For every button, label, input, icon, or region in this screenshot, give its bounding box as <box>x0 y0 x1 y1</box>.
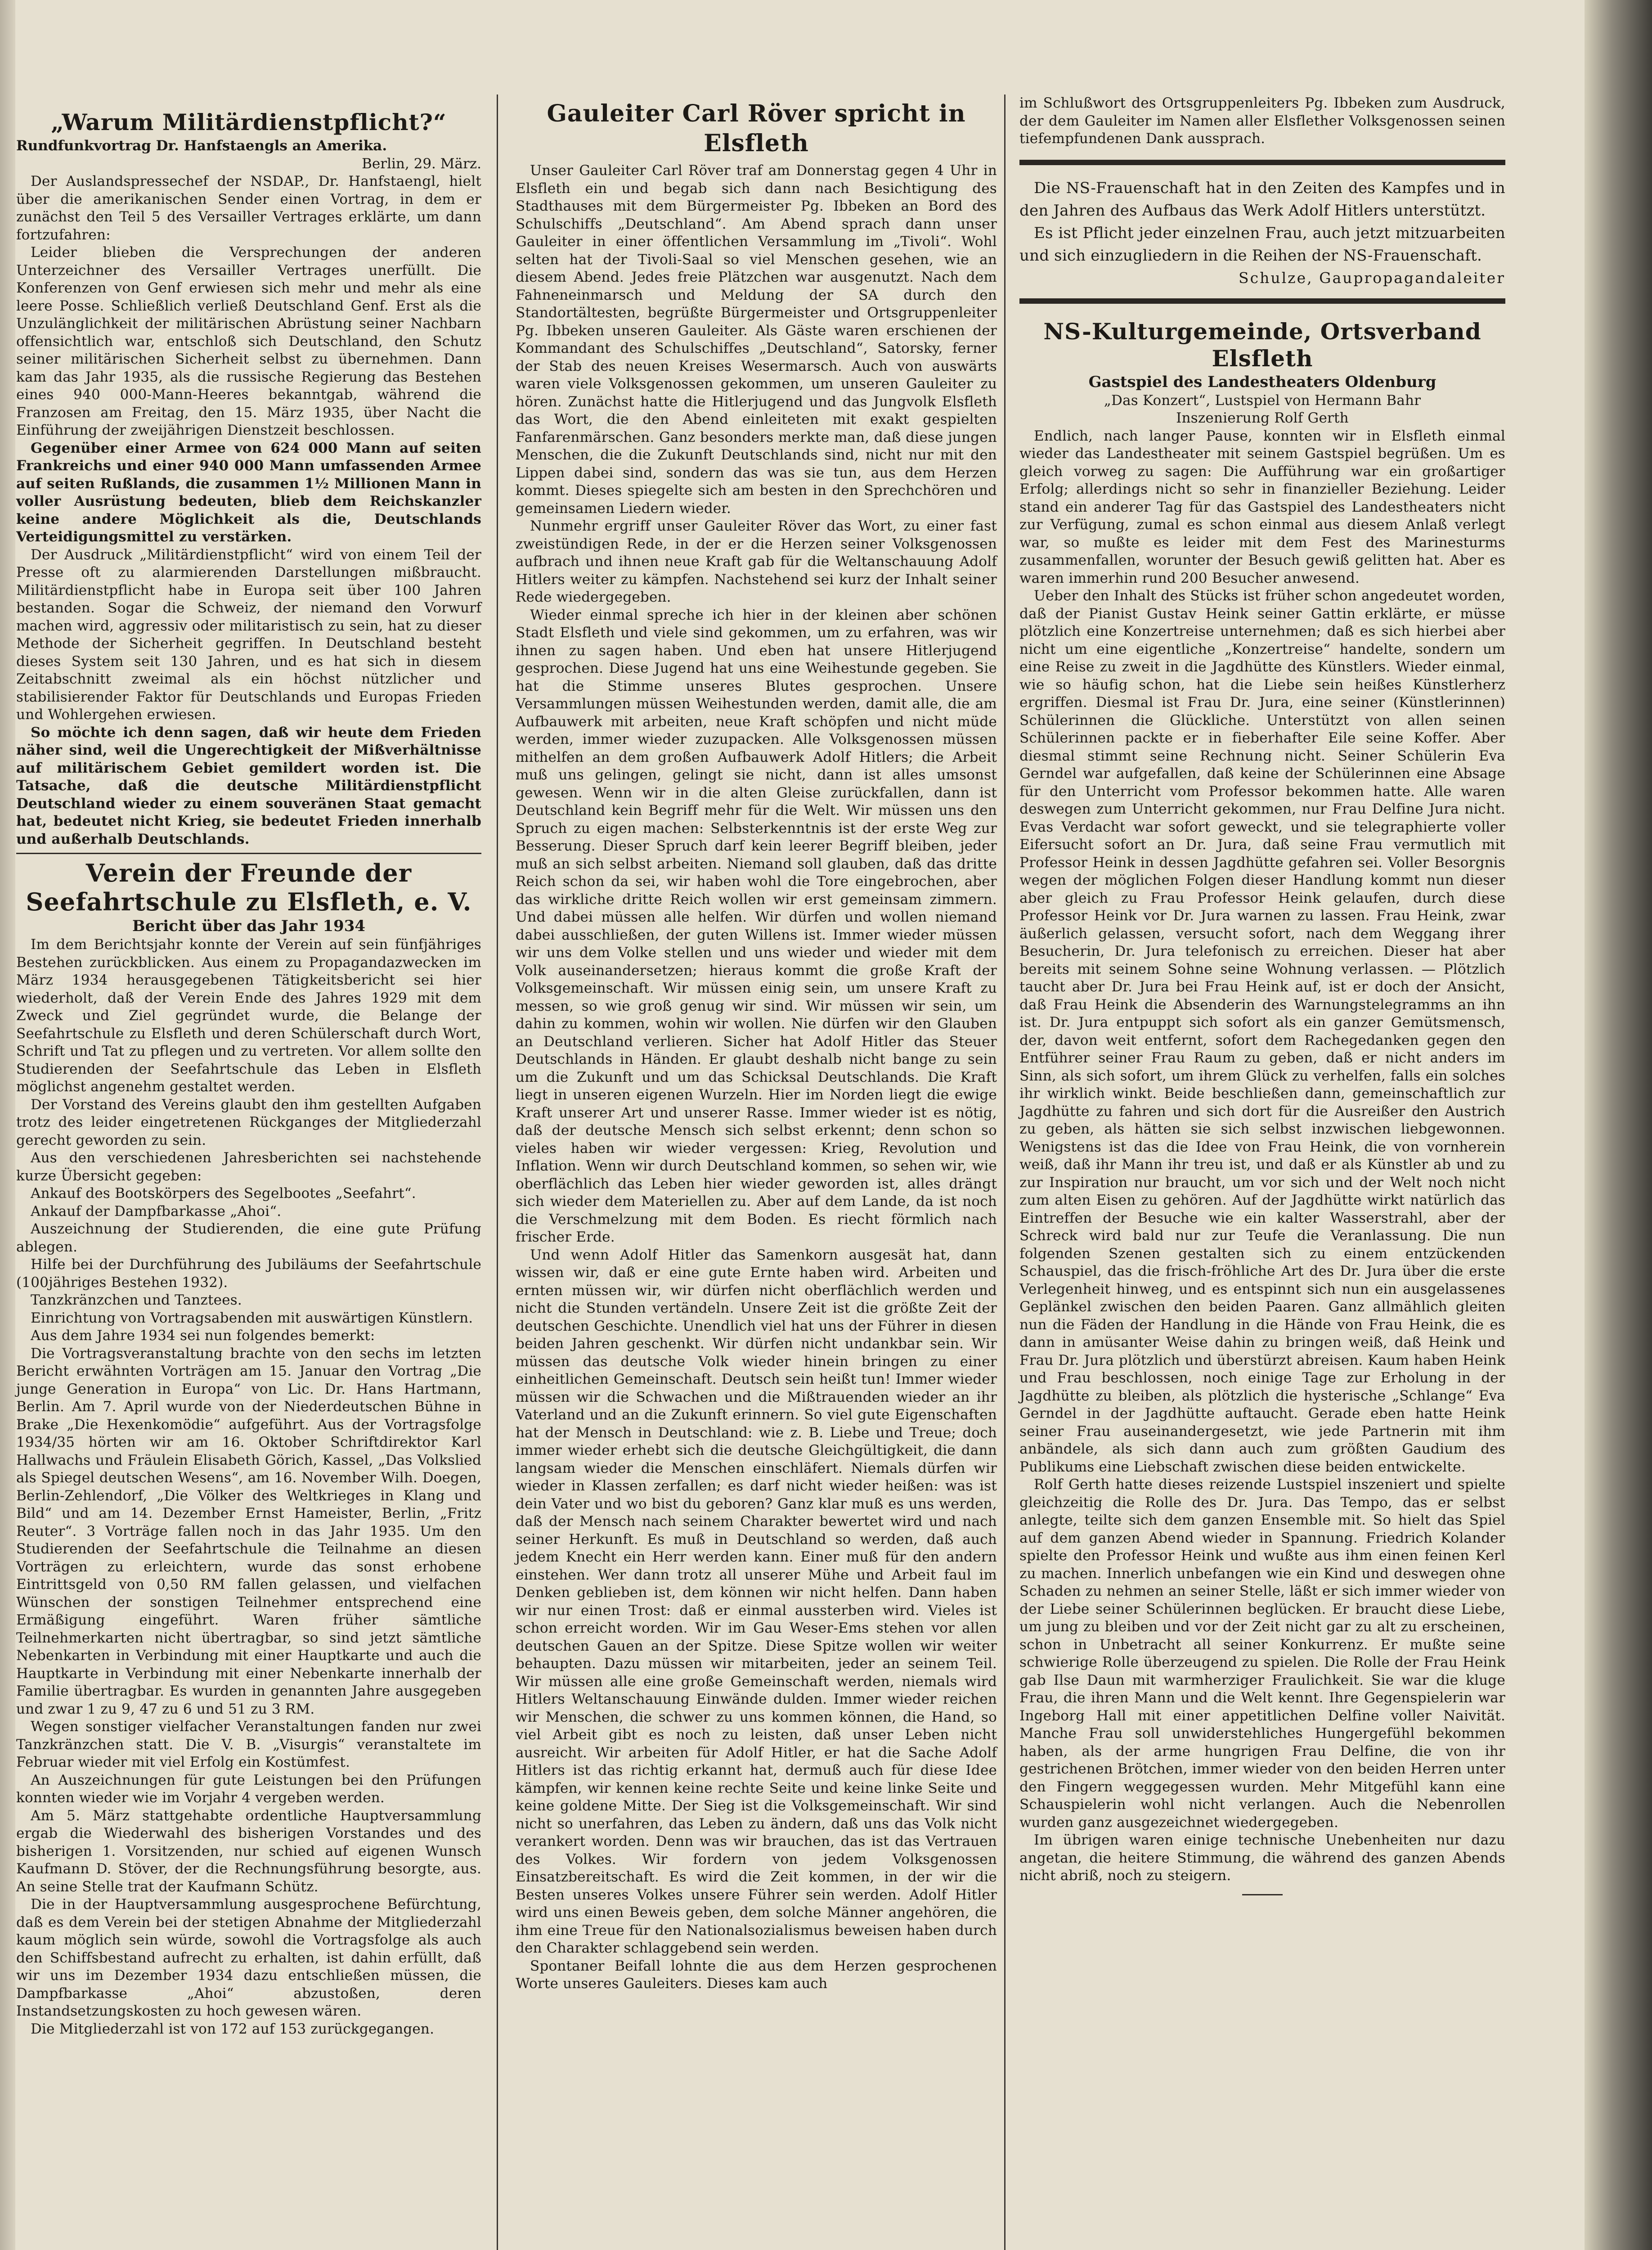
column-divider <box>1004 94 1006 2250</box>
paragraph: Im übrigen waren einige technische Unebenheiten nur dazu angetan, die heitere Stimmung, die während des ganzen Abends nicht abriß, noch zu steigern. <box>1019 1832 1505 1884</box>
page-binding-edge <box>0 0 15 2250</box>
paragraph: Die NS-Frauenschaft hat in den Zeiten des Kampfes und in den Jahren des Aufbaus das Werk Adolf Hitlers unterstützt. <box>1019 179 1505 220</box>
article-title: Verein der Freunde der Seefahrtschule zu Elsfleth, e. V. <box>26 859 472 916</box>
frauenschaft-notice <box>1019 171 1505 289</box>
signature: Schulze, Gaupropagandaleiter <box>1239 269 1505 287</box>
paragraph: Endlich, nach langer Pause, konnten wir in Elsfleth einmal wieder das Landestheater mit seinem Gastspiel begrüßen. Um es gleich vorweg zu sagen: Die Aufführung war ein großartiger Erfolg; allerdings nicht so sehr in finanzieller Beziehung. Leider stand ein anderer Tag für das Gastspiel des Landestheaters nicht zur Verfügung, zumal es schon einmal aus diesem Anlaß verlegt war, so mußte es leider mit dem Fest des Marinesturms zusammenfallen, worunter der Besuch gewiß gelitten hat. Aber es waren immerhin rund 200 Besucher anwesend. <box>1019 428 1505 586</box>
paragraph: Aus den verschiedenen Jahresberichten sei nachstehende kurze Übersicht gegeben: <box>16 1150 481 1184</box>
article-separator <box>16 853 481 854</box>
paragraph: Spontaner Beifall lohnte die aus dem Herzen gesprochenen Worte unseres Gauleiters. Dieses kam auch <box>516 1958 997 1992</box>
list-item: Tanzkränzchen und Tanztees. <box>31 1292 242 1308</box>
list-item: Einrichtung von Vortragsabenden mit auswärtigen Künstlern. <box>31 1310 473 1326</box>
paragraph: Gegenüber einer Armee von 624 000 Mann auf seiten Frankreichs und einer 940 000 Mann umfassenden Armee auf seiten Rußlands, die zusammen 1½ Millionen Mann in voller Ausrüstung bedeuten, blieb dem Reichskanzler keine andere Möglichkeit als die, Deutschlands Verteidigungsmittel zu verstärken. <box>16 440 481 545</box>
column-left <box>16 94 481 2038</box>
page-fold-shadow <box>1585 0 1652 2250</box>
column-divider <box>497 94 498 2250</box>
play-title-line: „Das Konzert“, Lustspiel von Hermann Bahr <box>1104 392 1421 409</box>
article-verein-seefahrtschule <box>16 859 481 2038</box>
paragraph: Rolf Gerth hatte dieses reizende Lustspiel inszeniert und spielte gleichzeitig die Rolle des Dr. Jura. Das Tempo, das er selbst anlegte, teilte sich dem ganzen Ensemble mit. So hielt das Spiel auf dem ganzen Abend wieder in Spannung. Friedrich Kolander spielte den Professor Heink und wußte aus ihm einen feinen Kerl zu machen. Innerlich unbefangen wie ein Kind und deswegen ohne Schaden zu nehmen an seiner Stelle, läßt er sich immer wieder von der Liebe seiner Schülerinnen beglücken. Er braucht diese Liebe, um jung zu bleiben und vor der Zeit nicht gar zu alt zu erscheinen, schon in Unbetracht all seiner Konkurrenz. Er mußte seine schwierige Rolle überzeugend zu spielen. Die Rolle der Frau Heink gab Ilse Daun mit warmherziger Fraulichkeit. Sie war die kluge Frau, die ihren Mann und die Welt kennt. Ihre Gegenspielerin war Ingeborg Hall mit einer appetitlichen Delfine voller Naivität. Manche Frau soll unwiderstehliches Hungergefühl bekommen haben, als der arme hungrigen Frau Delfine, die von ihr gestrichenen Brötchen, immer wieder von den beiden Herren unter den Fingern weggegessen wurden. Mehr Mitgefühl kann eine Schauspielerin wohl nicht verlangen. Auch die Nebenrollen wurden ganz ausgezeichnet wiedergegeben. <box>1019 1476 1505 1831</box>
article-militaerdienstpflicht <box>16 108 481 848</box>
director-line: Inszenierung Rolf Gerth <box>1176 410 1349 426</box>
paragraph: Unser Gauleiter Carl Röver traf am Donnerstag gegen 4 Uhr in Elsfleth ein und begab sich dann nach Besichtigung des Stadthauses mit dem Bürgermeister Pg. Ibbeken an Bord des Schulschiffs „Deutschland“. Am Abend sprach dann unser Gauleiter in einer öffentlichen Versammlung im „Tivoli“. Wohl selten hat der Tivoli-Saal so viel Menschen gesehen, wie an diesem Abend. Jedes freie Plätzchen war ausgenutzt. Nach dem Fahneneinmarsch und Meldung der SA durch den Standortältesten, begrüßte Bürgermeister und Ortsgruppenleiter Pg. Ibbeken unseren Gauleiter. Als Gäste waren erschienen der Kommandant des Schulschiffes „Deutschland“, Satorsky, ferner der Stab des neuen Kreises Wesermarsch. Auch von auswärts waren viele Volksgenossen gekommen, um unseren Gauleiter zu hören. Zunächst hatte die Hitlerjugend und das Jungvolk Elsfleth das Wort, die den Abend einleiteten mit exakt gespielten Fanfarenmärschen. Ganz besonders merkte man, daß diese jungen Menschen, die die Zukunft Deutschlands sind, nicht nur mit den Lippen dabei sind, sondern das was sie tun, aus dem Herzen kommt. Dieses spiegelte sich am besten in den Sprechchören und gemeinsamen Liedern wieder. <box>516 162 997 517</box>
dateline: Berlin, 29. März. <box>362 156 481 172</box>
paragraph: Im dem Berichtsjahr konnte der Verein auf sein fünfjähriges Bestehen zurückblicken. Aus einem zu Propagandazwecken im März 1934 herausgegebenen Tätigkeitsbericht sei hier wiederholt, daß der Verein Ende des Jahres 1929 mit dem Zweck und Ziel gegründet wurde, die Belange der Seefahrtschule zu Elsfleth und deren Schülerschaft durch Wort, Schrift und Tat zu pflegen und zu vertreten. Vor allem sollte den Studierenden der Seefahrtschule das Leben in Elsfleth möglichst angenehm gestaltet werden. <box>16 936 481 1095</box>
paragraph: Wegen sonstiger vielfacher Veranstaltungen fanden nur zwei Tanzkränzchen statt. Die V. B. „Visurgis“ veranstaltete im Februar wieder mit viel Erfolg ein Kostümfest. <box>16 1719 481 1770</box>
list-item: Auszeichnung der Studierenden, die eine gute Prüfung ablegen. <box>16 1221 481 1255</box>
paragraph: Leider blieben die Versprechungen der anderen Unterzeichner des Versailler Vertrages unerfüllt. Die Konferenzen von Genf erwiesen sich mehr und mehr als eine leere Posse. Schließlich verließ Deutschland Genf. Erst als die Unzulänglichkeit der militärischen Abrüstung seiner Nachbarn offensichtlich war, entschloß sich Deutschland, den Schutz seiner militärischen Sicherheit selbst zu übernehmen. Dann kam das Jahr 1935, als die russische Regierung das Bestehen eines 940 000-Mann-Heeres bekanntgab, während die Franzosen am Freitag, den 15. März 1935, über Nacht die Einführung der zweijährigen Dienstzeit beschlossen. <box>16 244 481 438</box>
paragraph: Wieder einmal spreche ich hier in der kleinen aber schönen Stadt Elsfleth und viele sind gekommen, um zu erfahren, was wir ihnen zu sagen haben. Und eben hat unsere Hitlerjugend gesprochen. Diese Jugend hat uns eine Weihestunde gegeben. Sie hat die Stimme unseres Blutes gesprochen. Unsere Versammlungen müssen Weihestunden werden, damit alle, die am Aufbauwerk mit arbeiten, neue Kraft schöpfen und nicht müde werden, immer wieder zuzupacken. Alle Volksgenossen müssen mithelfen an dem großen Aufbauwerk Adolf Hitlers; die Arbeit muß uns gelingen, gelingt sie nicht, dann ist alles umsonst gewesen. Wenn wir in die alten Gleise zurückfallen, dann ist Deutschland kein Begriff mehr für die Welt. Wir müssen uns den Spruch zu eigen machen: Selbsterkenntnis ist der erste Weg zur Besserung. Dieser Spruch darf kein leerer Begriff bleiben, jeder muß an sich selbst arbeiten. Niemand soll glauben, daß das dritte Reich schon da sei, wir haben wohl die Tore eingebrochen, aber das wirkliche dritte Reich wollen wir erst gemeinsam zimmern. Und dabei müssen alle helfen. Wir dürfen und wollen niemand dabei ausschließen, der guten Willens ist. Immer wieder müssen wir uns dem Volke stellen und uns wieder und wieder mit dem Volk auseinandersetzen; hieraus kommt die große Kraft der Volksgemeinschaft. Wir müssen einig sein, um unsere Kraft zu messen, so wie groß genug wir sind. Wir müssen wir sein, um dahin zu kommen, wohin wir wollen. Nie dürfen wir den Glauben an Deutschland verlieren. Sicher hat Adolf Hitler das Steuer Deutschlands in Händen. Er glaubt deshalb nicht bange zu sein um die Zukunft und um das Schicksal Deutschlands. Die Kraft liegt in unseren eigenen Wurzeln. Hier im Norden liegt die ewige Kraft unserer Art und unserer Rasse. Immer wieder ist es nötig, daß der deutsche Mensch sich selbst erkennt; denn schon so vieles haben wir wieder vergessen: Krieg, Revolution und Inflation. Wenn wir durch Deutschland kommen, so sehen wir, wie oberflächlich das Leben hier wieder geworden ist, alles drängt sich wieder dem Materiellen zu. Aber auf dem Lande, da ist noch die Verschmelzung mit dem Boden. Es riecht förmlich nach frischer Erde. <box>516 607 997 1245</box>
article-kulturgemeinde <box>1019 309 1505 1895</box>
paragraph: An Auszeichnungen für gute Leistungen bei den Prüfungen konnten wieder wie im Vorjahr 4 vergeben werden. <box>16 1772 481 1806</box>
article-subtitle: Rundfunkvortrag Dr. Hanfstaengls an Amerika. <box>16 138 387 154</box>
article-subtitle: Bericht über das Jahr 1934 <box>132 917 366 935</box>
paragraph: Und wenn Adolf Hitler das Samenkorn ausgesät hat, dann wissen wir, daß er eine gute Ernte haben wird. Arbeiten und ernten müssen wir, wir dürfen nicht oberflächlich werden und nicht die Stunden vertändeln. Unsere Zeit ist die größte Zeit der deutschen Geschichte. Unendlich viel hat uns der Führer in diesen beiden Jahren geschenkt. Wir dürfen nicht undankbar sein. Wir müssen das deutsche Volk wieder hinein bringen zu einer einheitlichen Gemeinschaft. Deutsch sein heißt tun! Immer wieder müssen wir die Schwachen und die Mißtrauenden wieder an ihr Vaterland und an die Zukunft erinnern. So viel gute Eigenschaften hat der Mensch in Deutschland: wie z. B. Liebe und Treue; doch immer wieder erhebt sich die deutsche Gleichgültigkeit, die dann langsam wieder die Menschen einschläfert. Niemals dürfen wir wieder in Klassen zerfallen; es darf nicht wieder heißen: was ist dein Vater und wo bist du geboren? Ganz klar muß es uns werden, daß der Mensch nach seinem Charakter bewertet wird und nach seiner Herkunft. Es muß in Deutschland so werden, daß auch jedem Knecht ein Herr werden kann. Einer muß für den andern einstehen. Wer dann trotz all unserer Mühe und Arbeit faul im Denken geblieben ist, dem können wir nicht helfen. Dann haben wir nur einen Trost: daß er einmal aussterben wird. Vieles ist schon erreicht worden. Wir im Gau Weser-Ems stehen vor allen deutschen Gauen an der Spitze. Diese Spitze wollen wir weiter behaupten. Dazu müssen wir mitarbeiten, jeder an seinem Teil. Wir müssen alle eine große Gemeinschaft werden, niemals wird Hitlers Weltanschauung Einwände dulden. Immer wieder reichen wir Menschen, die schwer zu uns kommen können, die Hand, so viel Arbeit gibt es noch zu leisten, daß unser Leben nicht ausreicht. Wir arbeiten für Adolf Hitler, er hat die Sache Adolf Hitlers ist das richtig erkannt hat, dermuß auch für diese Idee kämpfen, wir kennen keine rechte Seite und keine linke Seite und keine goldene Mitte. Der Sieg ist die Volksgemeinschaft. Wir sind nicht so unerfahren, das Leben zu ändern, daß uns das Volk nicht verankert worden. Denn was wir brauchen, das ist das Vertrauen des Volkes. Wir fordern von jedem Volksgenossen Einsatzbereitschaft. Es wird die Zeit kommen, in der wir die Besten unseres Volkes unsere Führer sein werden. Adolf Hitler wird uns einen Beweis geben, dem solche Männer angehören, die ihm eine Treue für den Nationalsozialismus beweisen haben durch den Charakter schlaggebend sein werden. <box>516 1246 997 1956</box>
paragraph: Die Vortragsveranstaltung brachte von den sechs im letzten Bericht erwähnten Vorträgen am 15. Januar den Vortrag „Die junge Generation in Europa“ von Lic. Dr. Hans Hartmann, Berlin. Am 7. April wurde von der Niederdeutschen Bühne in Brake „Die Hexenkomödie“ aufgeführt. Aus der Vortragsfolge 1934/35 hörten wir am 16. Oktober Schriftdirektor Karl Hallwachs und Fräulein Elisabeth Görich, Kassel, „Das Volkslied als Spiegel deutschen Wesens“, am 16. November Wilh. Doegen, Berlin-Zehlendorf, „Die Völker des Weltkrieges in Klang und Bild“ und am 14. Dezember Ernst Hameister, Berlin, „Fritz Reuter“. 3 Vorträge fallen noch in das Jahr 1935. Um den Studierenden der Seefahrtschule die Teilnahme an diesen Vorträgen zu erleichtern, wurde das sonst erhobene Eintrittsgeld von 0,50 RM fallen gelassen, und vielfachen Wünschen der sonstigen Teilnehmer entsprechend eine Ermäßigung eingeführt. Waren früher sämtliche Teilnehmerkarten nicht übertragbar, so sind jetzt sämtliche Nebenkarten in Verbindung mit einer Hauptkarte und auch die Hauptkarte in Verbindung mit einer Nebenkarte innerhalb der Familie übertragbar. Es wurden in genannten Jahre ausgegeben und zwar 1 zu 9, 47 zu 6 und 51 zu 3 RM. <box>16 1345 481 1717</box>
column-middle <box>516 94 997 1993</box>
newspaper-page <box>16 94 1564 2250</box>
section-rule <box>1019 298 1505 304</box>
paragraph: Der Auslandspressechef der NSDAP., Dr. Hanfstaengl, hielt über die amerikanischen Sender einen Vortrag, in dem er zunächst den Teil 5 des Versailler Vertrages erklärte, um dann fortzufahren: <box>16 173 481 243</box>
paragraph: Nunmehr ergriff unser Gauleiter Röver das Wort, zu einer fast zweistündigen Rede, in der er die Herzen seiner Volksgenossen aufbrach und ihnen neue Kraft gab für die Weltanschauung Adolf Hitlers weiter zu kämpfen. Nachstehend sei kurz der Inhalt seiner Rede wiedergegeben. <box>516 518 997 605</box>
article-title: „Warum Militärdienstpflicht?“ <box>51 109 447 135</box>
end-mark <box>1242 1894 1283 1895</box>
paragraph: Der Ausdruck „Militärdienstpflicht“ wird von einem Teil der Presse oft zu alarmierenden Darstellungen mißbraucht. Militärdienstpflicht habe in Europa seit über 100 Jahren bestanden. Sogar die Schweiz, der niemand den Vorwurf machen wird, aggressiv oder militaristisch zu sein, hat zu dieser Methode der Sicherheit gegriffen. In Deutschland besteht dieses System seit 130 Jahren, und es hat sich in diesem Zeitabschnitt zweimal als ein höchst nützlicher und stabilisierender Faktor für Deutschlands und Europas Frieden und Wohlergehen erwiesen. <box>16 546 481 723</box>
article-subtitle: Gastspiel des Landestheaters Oldenburg <box>1088 373 1437 391</box>
paragraph: Der Vorstand des Vereins glaubt den ihm gestellten Aufgaben trotz des leider eingetretenen Rückganges der Mitgliederzahl gerecht geworden zu sein. <box>16 1096 481 1148</box>
paragraph: Ueber den Inhalt des Stücks ist früher schon angedeutet worden, daß der Pianist Gustav Heink seiner Gattin erklärte, er müsse plötzlich eine Konzertreise unternehmen; daß es sich hierbei aber nicht um eine eigentliche „Konzertreise“ handelte, sondern um eine Reise zu zweit in die Jagdhütte des Künstlers. Wieder einmal, wie so häufig schon, hat die Liebe sein heißes Künstlerherz ergriffen. Diesmal ist Frau Dr. Jura, eine seiner (Künstlerinnen) Schülerinnen die Glückliche. Unterstützt von allen seinen Schülerinnen packte er in fieberhafter Eile seine Koffer. Aber diesmal stimmt seine Rechnung nicht. Seiner Schülerin Eva Gerndel war aufgefallen, daß keine der Schülerinnen eine Absage für den Unterricht vom Professor bekommen hatte. Alle waren deswegen zum Unterricht gekommen, nur Frau Delfine Jura nicht. Evas Verdacht war sofort geweckt, und sie telegraphierte voller Eifersucht sofort an Dr. Jura, daß seine Frau vermutlich mit Professor Heink in dessen Jagdhütte gefahren sei. Voller Besorgnis wegen der möglichen Folgen dieser Handlung kommt nun dieser aber gleich zu Frau Professor Heink gelaufen, durch diese Professor Heink vor Dr. Jura warnen zu lassen. Frau Heink, zwar äußerlich gelassen, versucht sofort, nach dem Weggang ihrer Besucherin, Dr. Jura telefonisch zu erreichen. Dieser hat aber bereits mit seinem Sohne seine Wohnung verlassen. — Plötzlich taucht aber Dr. Jura bei Frau Heink auf, ist er doch der Ansicht, daß Frau Heink die Absenderin des Warnungstelegramms an ihn ist. Dr. Jura entpuppt sich sofort als ein ganzer Gemütsmensch, der, davon weit entfernt, sofort dem Rachegedanken gegen den Entführer seiner Frau Raum zu geben, daß er nicht anders im Sinn, als sich sofort, um ihrem Glück zu verhelfen, falls ein solches ihr wirklich winkt. Beide beschließen dann, gemeinschaftlich zur Jagdhütte zu fahren und sich dort für die Ausreißer den Austrich zu geben, als hätten sie sich selbst inzwischen liebgewonnen. Wenigstens ist das die Idee von Frau Heink, die von vornherein weiß, daß ihr Mann ihr treu ist, und daß er als Künstler ab und zu zur Inspiration nur braucht, um vor sich und der Welt noch nicht zum alten Eisen zu gehören. Auf der Jagdhütte wirkt natürlich das Eintreffen der Besuche wie ein kalter Wasserstrahl, aber der Schreck wird bald nur zur Teufe die Veranlassung. Die nun folgenden Szenen gestalten sich zu einem entzückenden Schauspiel, das die frisch-fröhliche Art des Dr. Jura über die erste Verlegenheit hinweg, und es entspinnt sich nun ein ausgelassenes Geplänkel zwischen den beiden Paaren. Ganz allmählich gleiten nun die Fäden der Handlung in die Hände von Frau Heink, die es dann in amüsanter Weise dahin zu bringen weiß, daß Heink und Frau Dr. Jura plötzlich und überstürzt abreisen. Kaum haben Heink und Frau beschlossen, noch einige Tage zur Erholung in der Jagdhütte zu bleiben, als plötzlich die hysterische „Schlange“ Eva Gerndel in der Jagdhütte auftaucht. Gerade eben hatte Heink seiner Frau auseinandergesetzt, wie jede Partnerin mit ihm anbändele, als sich dann auch zum größten Gaudium des Publikums eine Liebschaft zwischen diese beiden entwickelte. <box>1019 588 1505 1475</box>
article-title: Gauleiter Carl Röver spricht in Elsfleth <box>547 100 966 157</box>
paragraph: Am 5. März stattgehabte ordentliche Hauptversammlung ergab die Wiederwahl des bisherigen Vorstandes und des bisherigen 1. Vorsitzenden, nur schied auf eigenen Wunsch Kaufmann D. Stöver, der die Rechnungsführung besorgte, aus. An seine Stelle trat der Kaufmann Schütz. <box>16 1807 481 1895</box>
paragraph: So möchte ich denn sagen, daß wir heute dem Frieden näher sind, weil die Ungerechtigkeit der Mißverhältnisse auf militärischem Gebiet gemildert worden ist. Die Tatsache, daß die deutsche Militärdienstpflicht Deutschland wieder zu einem souveränen Staat gemacht hat, bedeutet nicht Krieg, sie bedeutet Frieden innerhalb und außerhalb Deutschlands. <box>16 724 481 847</box>
section-rule <box>1019 160 1505 165</box>
paragraph: Es ist Pflicht jeder einzelnen Frau, auch jetzt mitzuarbeiten und sich einzugliedern in die Reihen der NS-Frauenschaft. <box>1019 224 1505 265</box>
paragraph: im Schlußwort des Ortsgruppenleiters Pg. Ibbeken zum Ausdruck, der dem Gauleiter im Namen aller Elsflether Volksgenossen seinen tiefempfundenen Dank aussprach. <box>1019 95 1505 147</box>
paragraph: Die Mitgliederzahl ist von 172 auf 153 zurückgegangen. <box>31 2020 435 2037</box>
list-item: Hilfe bei der Durchführung des Jubiläums der Seefahrtschule (100jähriges Bestehen 1932). <box>16 1256 481 1291</box>
paragraph: Aus dem Jahre 1934 sei nun folgendes bemerkt: <box>31 1328 375 1344</box>
column-right <box>1019 94 1505 1904</box>
article-title: NS-Kulturgemeinde, Ortsverband Elsfleth <box>1043 318 1481 372</box>
list-item: Ankauf der Dampfbarkasse „Ahoi“. <box>31 1203 282 1220</box>
paragraph: Die in der Hauptversammlung ausgesprochene Befürchtung, daß es dem Verein bei der stetigen Abnahme der Mitgliederzahl kaum möglich sein würde, sowohl die Vortragsfolge als auch den Schiffsbestand aufrecht zu erhalten, ist dahin erfüllt, daß wir uns im Dezember 1934 dazu entschließen müssen, die Dampfbarkasse „Ahoi“ abzustoßen, deren Instandsetzungskosten zu hoch gewesen wären. <box>16 1896 481 2019</box>
list-item: Ankauf des Bootskörpers des Segelbootes „Seefahrt“. <box>31 1185 416 1202</box>
